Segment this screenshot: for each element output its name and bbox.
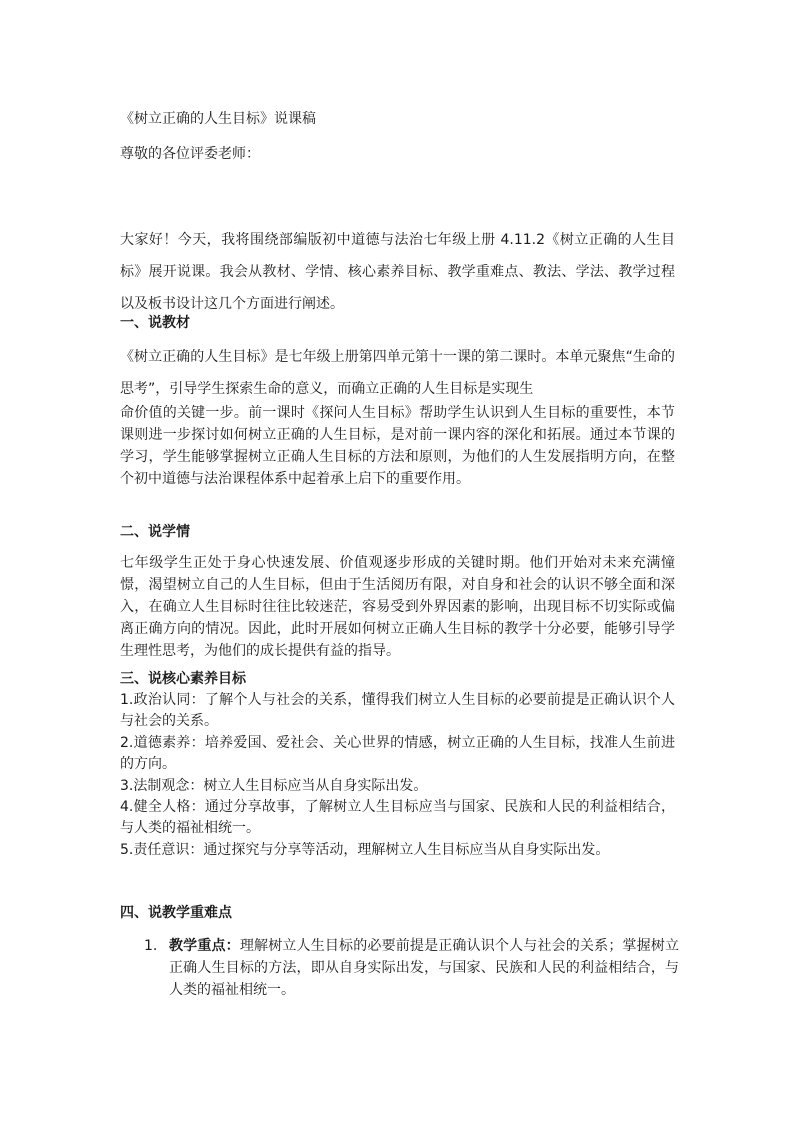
key-point-text — [169, 935, 679, 1001]
suyang-item: 1.政治认同：了解个人与社会的关系，懂得我们树立人生目标的必要前提是正确认识个人与社会的关系。 — [120, 692, 675, 729]
section-heading-suyang: 三、说核心素养目标 — [120, 671, 246, 687]
section-heading-xueqing: 二、说学情 — [120, 524, 190, 540]
jiaocai-paragraph-part2: 命价值的关键一步。前一课时《探问人生目标》帮助学生认识到人生目标的重要性，本节课则进一步探讨如何树立正确的人生目标，是对前一课内容的深化和拓展。通过本节课的学习，学生能够掌握树立正确人生目标的方法和原则，为他们的人生发展指明方向，在整个初中道德与法治课程体系中起着承上启下的重要作用。 — [120, 405, 675, 487]
section-heading-jiaocai: 一、说教材 — [120, 315, 190, 331]
key-point-content: 理解树立人生目标的必要前提是正确认识个人与社会的关系；掌握树立正确人生目标的方法，即从自身实际出发，与国家、民族和人民的利益相结合，与人类的福祉相统一。 — [169, 938, 680, 998]
intro-paragraph: 大家好！今天，我将围绕部编版初中道德与法治七年级上册 4.11.2《树立正确的人生目标》展开说课。我会从教材、学情、核心素养目标、教学重难点、教法、学法、教学过程以及板书设计这几个方面进行阐述。 — [120, 232, 675, 312]
document-title: 《树立正确的人生目标》说课稿 — [120, 111, 316, 127]
suyang-item: 2.道德素养：培养爱国、爱社会、关心世界的情感，树立正确的人生目标，找准人生前进的方向。 — [120, 735, 675, 772]
suyang-item: 5.责任意识：通过探究与分享等活动，理解树立人生目标应当从自身实际出发。 — [120, 842, 610, 858]
key-point-label: 教学重点： — [169, 938, 240, 954]
section-heading-zhongnandian: 四、说教学重难点 — [120, 905, 232, 921]
list-number: 1. — [144, 938, 158, 954]
jiaocai-paragraph-part1: 《树立正确的人生目标》是七年级上册第四单元第十一课的第二课时。本单元聚焦“生命的思考”，引导学生探索生命的意义，而确立正确的人生目标是实现生 — [120, 349, 675, 397]
salutation: 尊敬的各位评委老师： — [120, 146, 260, 162]
suyang-item: 3.法制观念：树立人生目标应当从自身实际出发。 — [120, 778, 428, 794]
suyang-item: 4.健全人格：通过分享故事，了解树立人生目标应当与国家、民族和人民的利益相结合，与人类的福祉相统一。 — [120, 799, 675, 836]
xueqing-paragraph: 七年级学生正处于身心快速发展、价值观逐步形成的关键时期。他们开始对未来充满憧憬，渴望树立自己的人生目标，但由于生活阅历有限，对自身和社会的认识不够全面和深入，在确立人生目标时往往比较迷茫，容易受到外界因素的影响，出现目标不切实际或偏离正确方向的情况。因此，此时开展如何树立正确人生目标的教学十分必要，能够引导学生理性思考，为他们的成长提供有益的指导。 — [120, 555, 675, 659]
